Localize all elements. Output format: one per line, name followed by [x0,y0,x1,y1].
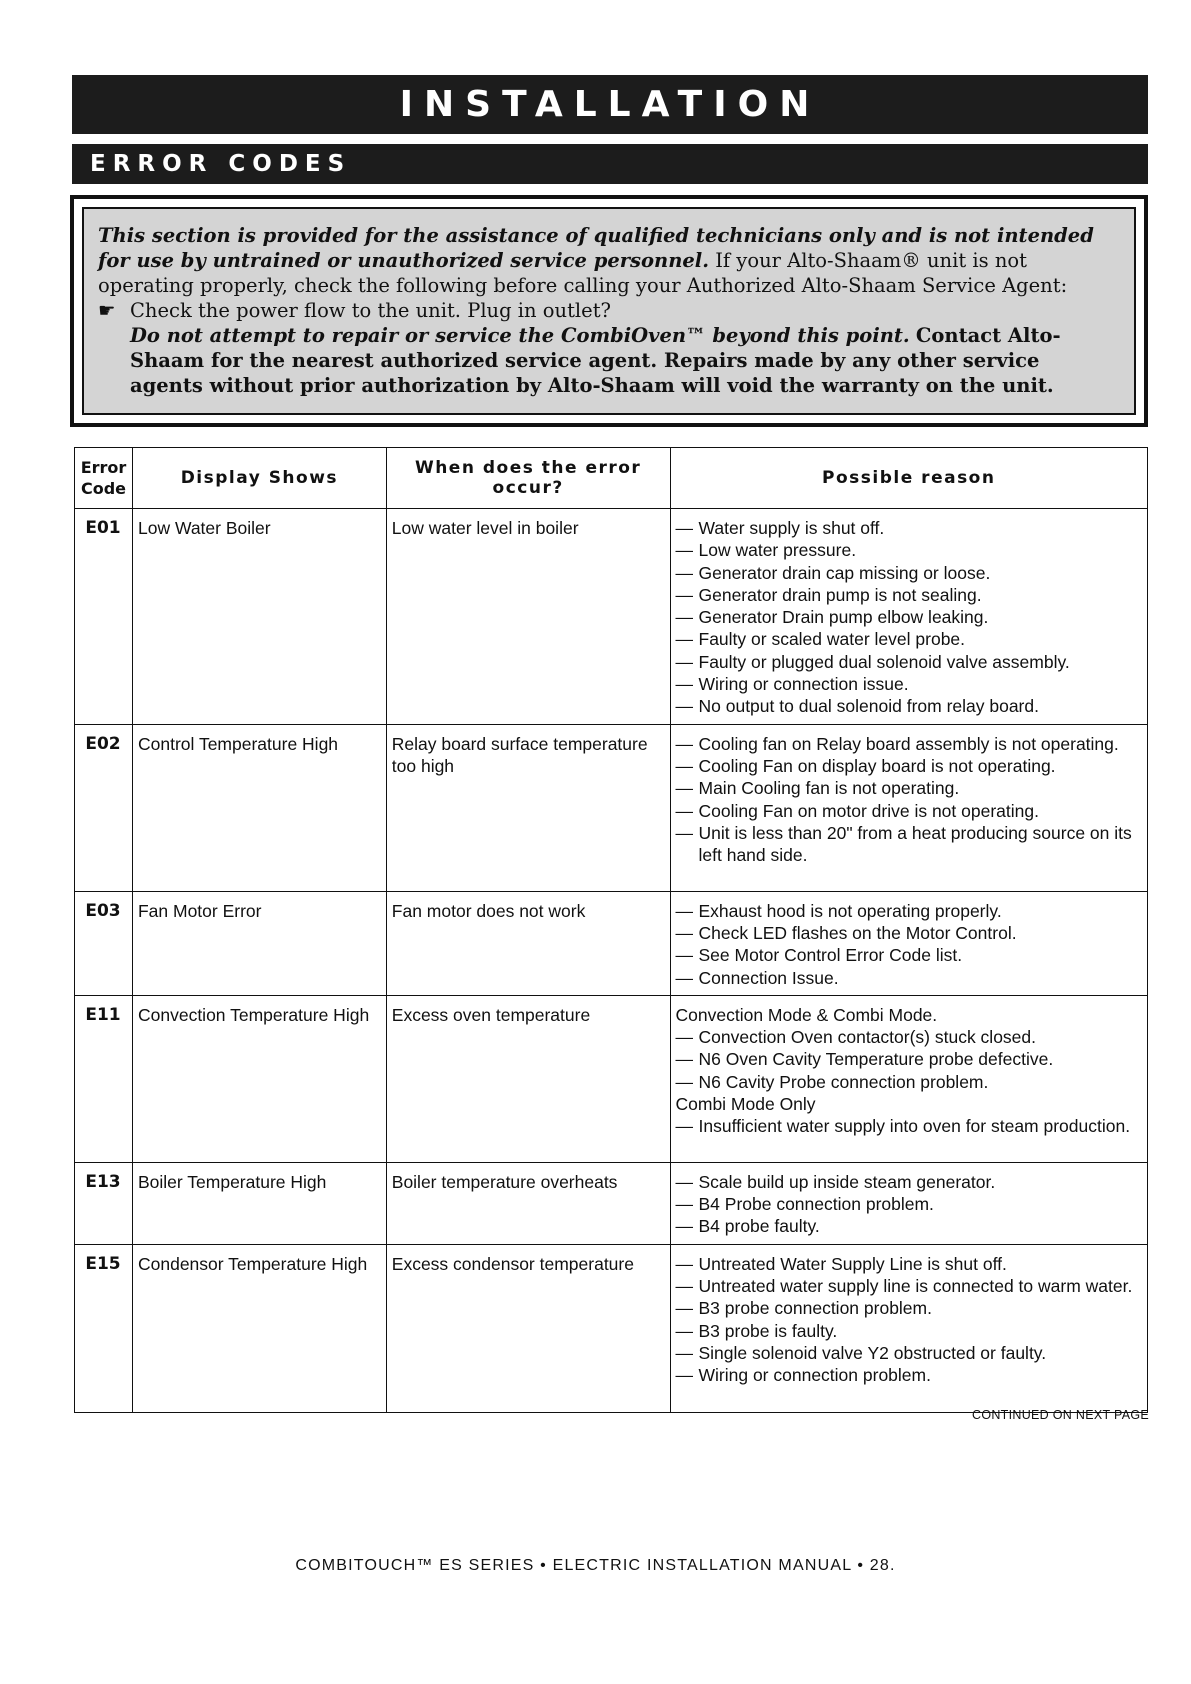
reason-item: — Faulty or plugged dual solenoid valve assembly. [675,651,1070,672]
reason-item: — Low water pressure. [675,540,857,561]
notice-warning-italic: Do not attempt to repair or service the CombiOven™ beyond this point. [130,324,910,347]
display-shows-cell: Boiler Temperature High [132,1162,386,1244]
reason-item: — Exhaust hood is not operating properly. [675,900,1002,921]
reason-item: — Generator drain pump is not sealing. [675,584,982,605]
reason-item: Combi Mode Only [675,1094,816,1115]
table-row [75,891,1148,995]
error-code-cell: E15 [75,1244,133,1412]
reason-item: — Generator drain cap missing or loose. [675,562,991,583]
reason-item: — Insufficient water supply into oven for steam production. [675,1116,1131,1137]
error-codes-table [74,447,1148,1413]
possible-reason-cell [670,724,1148,891]
subsection-title: ERROR CODES [90,151,352,177]
reason-item: — N6 Cavity Probe connection problem. [675,1071,989,1092]
error-code-cell: E01 [75,509,133,725]
reason-item: — Convection Oven contactor(s) stuck closed. [675,1027,1037,1048]
notice-intro-italic: This section is provided for the assistance of qualified technicians only and is not intended for use by untrained or unauthorized service personnel. [98,224,1094,272]
reason-item: — B3 probe connection problem. [675,1298,932,1319]
reason-item: — Faulty or scaled water level probe. [675,629,966,650]
table-row [75,1162,1148,1244]
section-title-banner [72,75,1148,134]
reason-item: — Scale build up inside steam generator. [675,1171,996,1192]
display-shows-cell: Fan Motor Error [132,891,386,995]
reason-item: — B4 Probe connection problem. [675,1194,934,1215]
notice-intro [98,223,1118,298]
column-header-code: Error Code [75,448,133,509]
pointing-hand-icon: ☛ [98,299,116,322]
reason-item: — Untreated Water Supply Line is shut off. [675,1253,1007,1274]
reason-item: — See Motor Control Error Code list. [675,945,963,966]
reason-item: — Untreated water supply line is connected to warm water. [675,1276,1133,1297]
when-occurs-cell: Excess condensor temperature [386,1244,670,1412]
continued-note: CONTINUED ON NEXT PAGE [972,1408,1149,1422]
table-header-row [75,448,1148,509]
reason-item: — B4 probe faulty. [675,1216,820,1237]
display-shows-cell: Convection Temperature High [132,995,386,1162]
reason-item: — B3 probe is faulty. [675,1320,838,1341]
reason-item: — No output to dual solenoid from relay board. [675,696,1039,717]
when-occurs-cell: Low water level in boiler [386,509,670,725]
reason-item: — Connection Issue. [675,967,839,988]
display-shows-cell: Condensor Temperature High [132,1244,386,1412]
reason-item: Convection Mode & Combi Mode. [675,1004,938,1025]
notice-bullet-text: Check the power flow to the unit. Plug in outlet? [130,299,611,322]
reason-item: — N6 Oven Cavity Temperature probe defective. [675,1049,1054,1070]
reason-item: — Cooling Fan on motor drive is not operating. [675,800,1039,821]
possible-reason-cell [670,891,1148,995]
reason-item: — Check LED flashes on the Motor Control. [675,922,1017,943]
when-occurs-cell: Relay board surface temperature too high [386,724,670,891]
technician-notice-box [70,195,1148,427]
notice-intro-plain: If your Alto-Shaam® unit is not operating properly, check the following before calling your Authorized Alto-Shaam Service Agent: [98,249,1068,297]
column-header-reason: Possible reason [670,448,1148,509]
table-row [75,724,1148,891]
reason-item: — Wiring or connection problem. [675,1365,931,1386]
table-row [75,1244,1148,1412]
notice-warning-bold: Contact Alto-Shaam for the nearest authorized service agent. Repairs made by any other service agents without prior authorization by Alto-Shaam will void the warranty on the unit. [130,324,1061,397]
error-code-cell: E02 [75,724,133,891]
subsection-banner [72,144,1148,184]
column-header-display: Display Shows [132,448,386,509]
page-title: INSTALLATION [399,84,821,125]
reason-item: — Unit is less than 20" from a heat producing source on its left hand side. [675,822,1132,866]
reason-item: — Wiring or connection issue. [675,674,909,695]
possible-reason-cell [670,509,1148,725]
notice-bullet [98,298,1118,323]
reason-item: — Single solenoid valve Y2 obstructed or faulty. [675,1342,1047,1363]
error-code-cell: E03 [75,891,133,995]
reason-item: — Generator Drain pump elbow leaking. [675,607,989,628]
error-code-cell: E11 [75,995,133,1162]
reason-item: — Cooling fan on Relay board assembly is not operating. [675,733,1119,754]
column-header-when: When does the error occur? [386,448,670,509]
reason-item: — Main Cooling fan is not operating. [675,778,960,799]
possible-reason-cell [670,995,1148,1162]
error-code-cell: E13 [75,1162,133,1244]
possible-reason-cell [670,1244,1148,1412]
when-occurs-cell: Excess oven temperature [386,995,670,1162]
possible-reason-cell [670,1162,1148,1244]
when-occurs-cell: Fan motor does not work [386,891,670,995]
page-footer: COMBITOUCH™ ES SERIES • ELECTRIC INSTALLATION MANUAL • 28. [295,1557,896,1574]
error-rows [75,509,1148,1413]
notice-warning [98,323,1118,398]
reason-item: — Water supply is shut off. [675,518,885,538]
notice-content [82,207,1136,415]
reason-item: — Cooling Fan on display board is not operating. [675,755,1056,776]
display-shows-cell: Control Temperature High [132,724,386,891]
table-row [75,509,1148,725]
table-row [75,995,1148,1162]
display-shows-cell: Low Water Boiler [132,509,386,725]
when-occurs-cell: Boiler temperature overheats [386,1162,670,1244]
